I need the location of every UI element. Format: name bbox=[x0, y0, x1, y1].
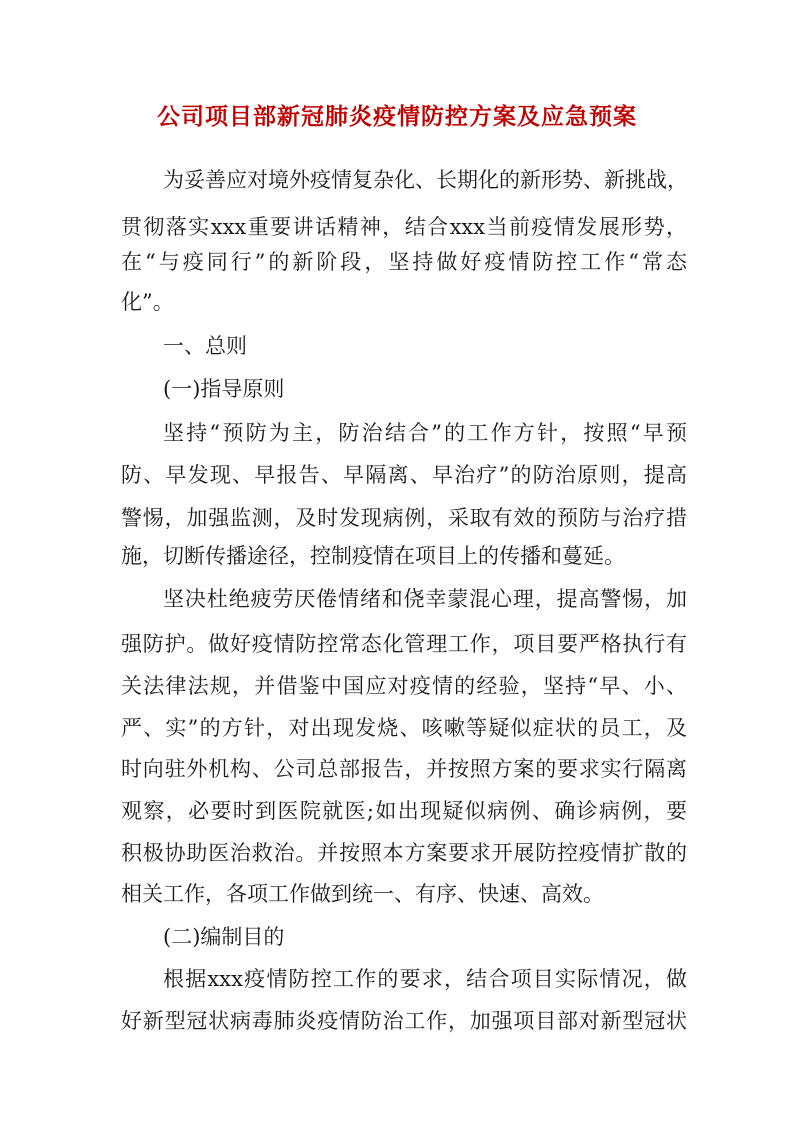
paragraph-line: 坚持“预防为主，防治结合”的工作方针，按照“早预 bbox=[163, 421, 687, 445]
paragraph-line: 积极协助医治救治。并按照本方案要求开展防控疫情扩散的 bbox=[121, 841, 687, 865]
document-title: 公司项目部新冠肺炎疫情防控方案及应急预案 bbox=[157, 103, 637, 130]
paragraph-line: 化”。 bbox=[121, 290, 174, 314]
paragraph-line: 关法律法规，并借鉴中国应对疫情的经验，坚持“早、小、 bbox=[121, 674, 687, 698]
paragraph-line: 为妥善应对境外疫情复杂化、长期化的新形势、新挑战， bbox=[163, 168, 688, 192]
paragraph-line: 时向驻外机构、公司总部报告，并按照方案的要求实行隔离 bbox=[121, 757, 687, 781]
paragraph-line: 观察，必要时到医院就医;如出现疑似病例、确诊病例，要 bbox=[121, 799, 687, 823]
paragraph-line: 贯彻落实xxx重要讲话精神，结合xxx当前疫情发展形势， bbox=[121, 215, 687, 239]
paragraph-line: 在“与疫同行”的新阶段，坚持做好疫情防控工作“常态 bbox=[121, 250, 687, 274]
subsection-heading: (一)指导原则 bbox=[163, 377, 285, 401]
paragraph-line: 根据xxx疫情防控工作的要求，结合项目实际情况，做 bbox=[163, 967, 687, 991]
paragraph-line: 防、早发现、早报告、早隔离、早治疗”的防治原则，提高 bbox=[121, 463, 687, 487]
paragraph-line: 相关工作，各项工作做到统一、有序、快速、高效。 bbox=[121, 882, 604, 906]
section-heading: 一、总则 bbox=[163, 334, 247, 358]
paragraph-line: 好新型冠状病毒肺炎疫情防治工作，加强项目部对新型冠状 bbox=[121, 1009, 687, 1033]
paragraph-line: 坚决杜绝疲劳厌倦情绪和侥幸蒙混心理，提高警惕，加 bbox=[163, 587, 687, 611]
paragraph-line: 警惕，加强监测，及时发现病例，采取有效的预防与治疗措 bbox=[121, 506, 687, 530]
paragraph-line: 施，切断传播途径，控制疫情在项目上的传播和蔓延。 bbox=[121, 544, 625, 568]
paragraph-line: 强防护。做好疫情防控常态化管理工作，项目要严格执行有 bbox=[121, 632, 687, 656]
subsection-heading: (二)编制目的 bbox=[163, 925, 285, 949]
paragraph-line: 严、实”的方针，对出现发烧、咳嗽等疑似症状的员工，及 bbox=[121, 716, 687, 740]
